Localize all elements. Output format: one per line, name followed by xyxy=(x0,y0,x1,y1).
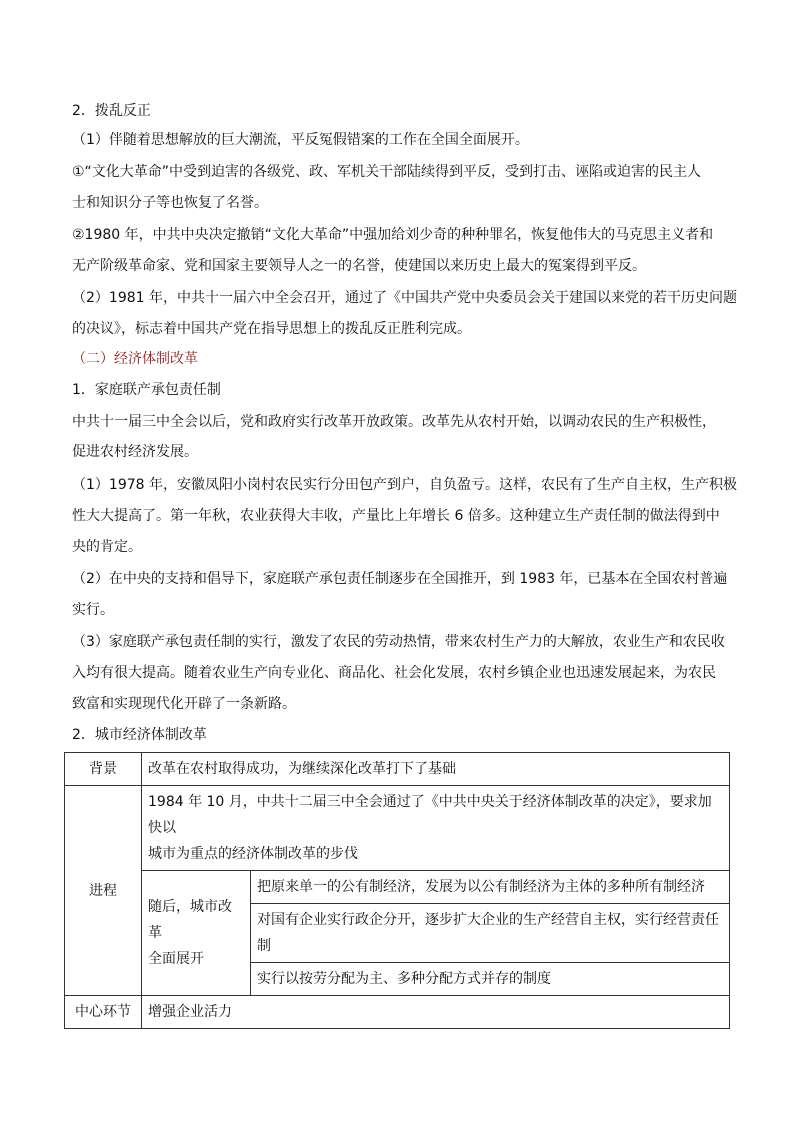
paragraph: 中共十一届三中全会以后，党和政府实行改革开放政策。改革先从农村开始，以调动农民的生产积极性， xyxy=(72,414,716,430)
paragraph: 的决议》，标志着中国共产党在指导思想上的拨乱反正胜利完成。 xyxy=(72,321,471,337)
subsection-heading: （二）经济体制改革 xyxy=(72,351,198,367)
table-row xyxy=(65,753,730,786)
table-cell: 增强企业活力 xyxy=(142,996,730,1029)
paragraph: 促进农村经济发展。 xyxy=(72,444,198,460)
cell-line: 城市为重点的经济体制改革的步伐 xyxy=(148,846,358,862)
table-row xyxy=(65,996,730,1029)
paragraph: （1）1978 年，安徽凤阳小岗村农民实行分田包产到户，自负盈亏。这样，农民有了生产自主权，生产积极 xyxy=(72,477,737,493)
table-header-cell: 背景 xyxy=(65,753,142,786)
table-row xyxy=(65,871,730,904)
table-cell: 改革在农村取得成功，为继续深化改革打下了基础 xyxy=(142,753,730,786)
paragraph: （3）家庭联产承包责任制的实行，激发了农民的劳动热情，带来农村生产力的大解放，农业生产和农民收 xyxy=(72,634,725,650)
section-heading: 2．拨乱反正 xyxy=(72,103,151,119)
table-cell: 实行以按劳分配为主、多种分配方式并存的制度 xyxy=(251,963,730,996)
cell-line: 随后，城市改革 xyxy=(148,899,232,941)
paragraph: 性大大提高了。第一年秋，农业获得大丰收，产量比上年增长 6 倍多。这种建立生产责任制的做法得到中 xyxy=(72,508,720,524)
reform-table xyxy=(64,752,730,1029)
paragraph: ②1980 年，中共中央决定撤销“文化大革命”中强加给刘少奇的种种罪名，恢复他伟大的马克思主义者和 xyxy=(72,227,714,243)
cell-line: 1984 年 10 月，中共十二届三中全会通过了《中共中央关于经济体制改革的决定》，要求加快以 xyxy=(148,794,712,836)
paragraph: 士和知识分子等也恢复了名誉。 xyxy=(72,195,268,211)
table-cell xyxy=(142,786,730,871)
table-cell xyxy=(251,904,730,963)
paragraph: 无产阶级革命家、党和国家主要领导人之一的名誉，使建国以来历史上最大的冤案得到平反。 xyxy=(72,258,646,274)
table-row xyxy=(65,786,730,871)
paragraph: ①“文化大革命”中受到迫害的各级党、政、军机关干部陆续得到平反，受到打击、诬陷或迫害的民主人 xyxy=(72,164,702,180)
section-heading: 2．城市经济体制改革 xyxy=(72,727,207,743)
table-header-cell: 进程 xyxy=(65,786,142,996)
table-cell: 把原来单一的公有制经济，发展为以公有制经济为主体的多种所有制经济 xyxy=(251,871,730,904)
cell-line: 全面展开 xyxy=(148,951,204,967)
paragraph: （2）1981 年，中共十一届六中全会召开，通过了《中国共产党中央委员会关于建国以来党的若干历史问题 xyxy=(72,290,737,306)
paragraph: 致富和实现现代化开辟了一条新路。 xyxy=(72,696,296,712)
cell-line: 制 xyxy=(257,938,271,954)
paragraph: （2）在中央的支持和倡导下，家庭联产承包责任制逐步在全国推开，到 1983 年，已基本在全国农村普遍 xyxy=(72,571,728,587)
paragraph: （1）伴随着思想解放的巨大潮流，平反冤假错案的工作在全国全面展开。 xyxy=(72,132,529,148)
paragraph: 央的肯定。 xyxy=(72,539,142,555)
paragraph: 实行。 xyxy=(72,602,114,618)
section-heading: 1．家庭联产承包责任制 xyxy=(72,382,221,398)
table-cell xyxy=(142,871,251,996)
table-header-cell: 中心环节 xyxy=(65,996,142,1029)
cell-line: 对国有企业实行政企分开，逐步扩大企业的生产经营自主权，实行经营责任 xyxy=(257,912,719,928)
paragraph: 入均有很大提高。随着农业生产向专业化、商品化、社会化发展，农村乡镇企业也迅速发展起来，为农民 xyxy=(72,665,716,681)
